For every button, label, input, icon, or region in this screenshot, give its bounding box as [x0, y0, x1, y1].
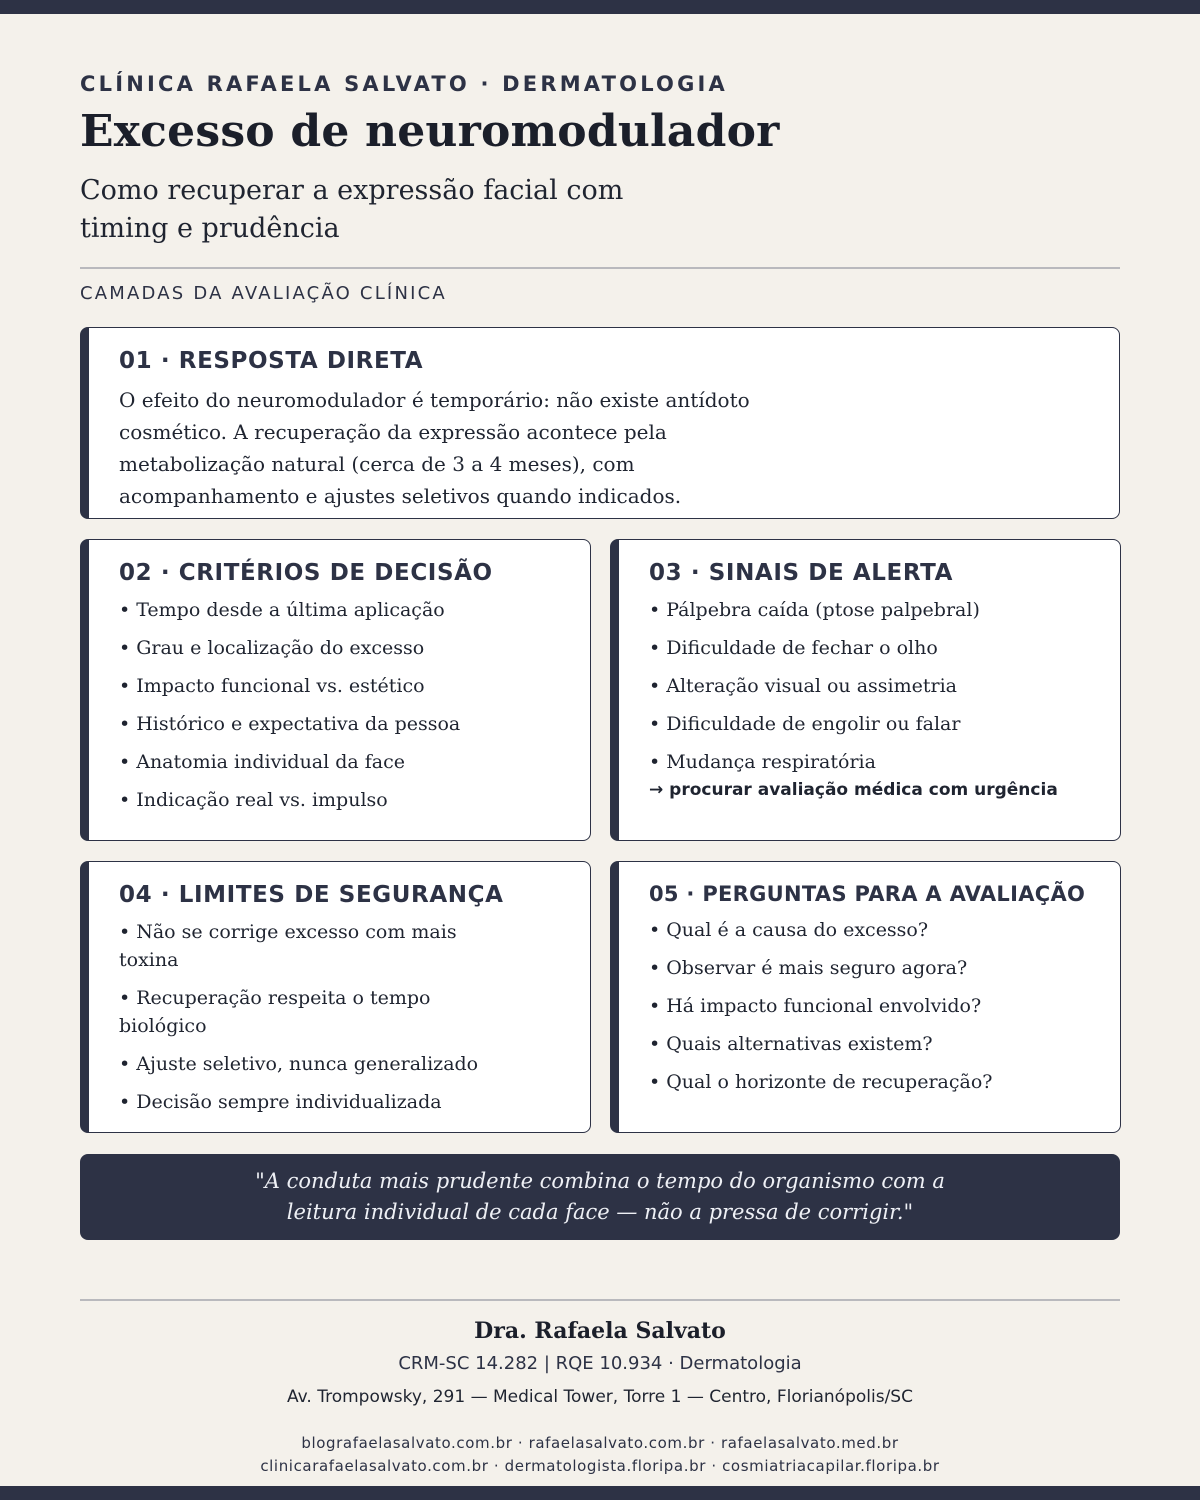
list-item: [119, 634, 560, 662]
card-title: 05 · PERGUNTAS PARA A AVALIAÇÃO: [649, 882, 1086, 906]
list-item: [119, 1050, 519, 1078]
list-item-text: Ajuste seletivo, nunca generalizado: [136, 1053, 479, 1075]
bullet-icon: •: [649, 751, 661, 773]
list-item: [119, 786, 560, 814]
bullet-icon: •: [119, 675, 131, 697]
website-list: [0, 1432, 1200, 1478]
list-item-text: Alteração visual ou assimetria: [666, 675, 957, 697]
bullet-icon: •: [649, 1033, 661, 1055]
bullet-icon: •: [119, 789, 131, 811]
list-item: [119, 984, 519, 1040]
list-item: [649, 1030, 1090, 1058]
section-label: CAMADAS DA AVALIAÇÃO CLÍNICA: [80, 283, 447, 304]
bullet-icon: •: [119, 1053, 131, 1075]
list-item-text: Há impacto funcional envolvido?: [666, 995, 982, 1017]
bullet-icon: •: [649, 675, 661, 697]
bullet-icon: •: [119, 751, 131, 773]
list-item: [649, 916, 1090, 944]
list-item-text: Dificuldade de engolir ou falar: [666, 713, 961, 735]
bottom-accent-bar: [0, 1486, 1200, 1500]
bullet-icon: •: [649, 1071, 661, 1093]
websites-line: clinicarafaelasalvato.com.br · dermatologista.floripa.br · cosmiatriacapilar.floripa.br: [260, 1457, 940, 1475]
card-warning-signs: [610, 539, 1121, 841]
page-title: Excesso de neuromodulador: [80, 106, 780, 157]
list-item: [119, 748, 560, 776]
bullet-icon: •: [649, 919, 661, 941]
list-item: [119, 596, 560, 624]
urgent-note: → procurar avaliação médica com urgência: [649, 780, 1058, 800]
bullet-icon: •: [649, 995, 661, 1017]
list-item-text: Pálpebra caída (ptose palpebral): [666, 599, 980, 621]
list-item: [649, 992, 1090, 1020]
bullet-icon: •: [119, 921, 131, 943]
clinic-address: Av. Trompowsky, 291 — Medical Tower, Torre 1 — Centro, Florianópolis/SC: [287, 1387, 913, 1407]
doctor-registration: CRM-SC 14.282 | RQE 10.934 · Dermatologia: [398, 1353, 802, 1374]
card-direct-answer: [80, 327, 1120, 519]
bullet-icon: •: [119, 713, 131, 735]
card-decision-criteria: [80, 539, 591, 841]
page-subtitle: Como recuperar a expressão facial com timing e prudência: [80, 175, 624, 244]
list-item-text: Recuperação respeita o tempo biológico: [119, 987, 431, 1037]
list-item-text: Observar é mais seguro agora?: [666, 957, 968, 979]
list-item-text: Quais alternativas existem?: [666, 1033, 933, 1055]
card-title: 01 · RESPOSTA DIRETA: [119, 348, 424, 374]
bullet-icon: •: [649, 713, 661, 735]
bullet-icon: •: [119, 987, 131, 1009]
list-item-text: Tempo desde a última aplicação: [136, 599, 445, 621]
list-item-text: Histórico e expectativa da pessoa: [136, 713, 461, 735]
card-safety-limits: [80, 861, 591, 1133]
list-item-text: Impacto funcional vs. estético: [136, 675, 425, 697]
bullet-icon: •: [649, 957, 661, 979]
list-item-text: Grau e localização do excesso: [136, 637, 425, 659]
card-evaluation-questions: [610, 861, 1121, 1133]
websites-line: blografaelasalvato.com.br · rafaelasalvato.com.br · rafaelasalvato.med.br: [301, 1434, 899, 1452]
list-item: [649, 748, 1090, 776]
criteria-list: [119, 596, 560, 814]
footer-divider: [80, 1299, 1120, 1301]
list-item-text: Decisão sempre individualizada: [136, 1091, 442, 1113]
bullet-icon: •: [119, 637, 131, 659]
list-item-text: Indicação real vs. impulso: [136, 789, 388, 811]
list-item: [649, 1068, 1090, 1096]
list-item: [649, 596, 1090, 624]
list-item: [119, 918, 519, 974]
list-item-text: Qual o horizonte de recuperação?: [666, 1071, 993, 1093]
list-item-text: Não se corrige excesso com mais toxina: [119, 921, 457, 971]
card-title: 04 · LIMITES DE SEGURANÇA: [119, 882, 504, 908]
doctor-name: Dra. Rafaela Salvato: [474, 1318, 726, 1344]
warning-list: [649, 596, 1090, 776]
header-divider: [80, 267, 1120, 269]
bullet-icon: •: [119, 599, 131, 621]
quote-banner: [80, 1154, 1120, 1240]
list-item-text: Anatomia individual da face: [136, 751, 406, 773]
list-item-text: Qual é a causa do excesso?: [666, 919, 929, 941]
limits-list: [119, 918, 560, 1116]
top-accent-bar: [0, 0, 1200, 14]
quote-text: "A conduta mais prudente combina o tempo do organismo com a leitura individual de cada face — não a pressa de corrigir.": [255, 1169, 945, 1224]
card-body: O efeito do neuromodulador é temporário: não existe antídoto cosmético. A recuperação da expressão acontece pela metabolização natural (cerca de 3 a 4 meses), com acompanhamento e ajustes seletivos quando indicados.: [119, 388, 750, 508]
bullet-icon: •: [119, 1091, 131, 1113]
list-item: [119, 1088, 519, 1116]
list-item: [649, 954, 1090, 982]
bullet-icon: •: [649, 599, 661, 621]
questions-list: [649, 916, 1090, 1096]
list-item: [649, 710, 1090, 738]
list-item: [649, 634, 1090, 662]
list-item-text: Dificuldade de fechar o olho: [666, 637, 938, 659]
card-title: 03 · SINAIS DE ALERTA: [649, 560, 954, 586]
list-item: [119, 672, 560, 700]
list-item: [119, 710, 560, 738]
clinic-kicker: CLÍNICA RAFAELA SALVATO · DERMATOLOGIA: [80, 72, 728, 96]
list-item: [649, 672, 1090, 700]
bullet-icon: •: [649, 637, 661, 659]
card-title: 02 · CRITÉRIOS DE DECISÃO: [119, 560, 493, 586]
list-item-text: Mudança respiratória: [666, 751, 876, 773]
